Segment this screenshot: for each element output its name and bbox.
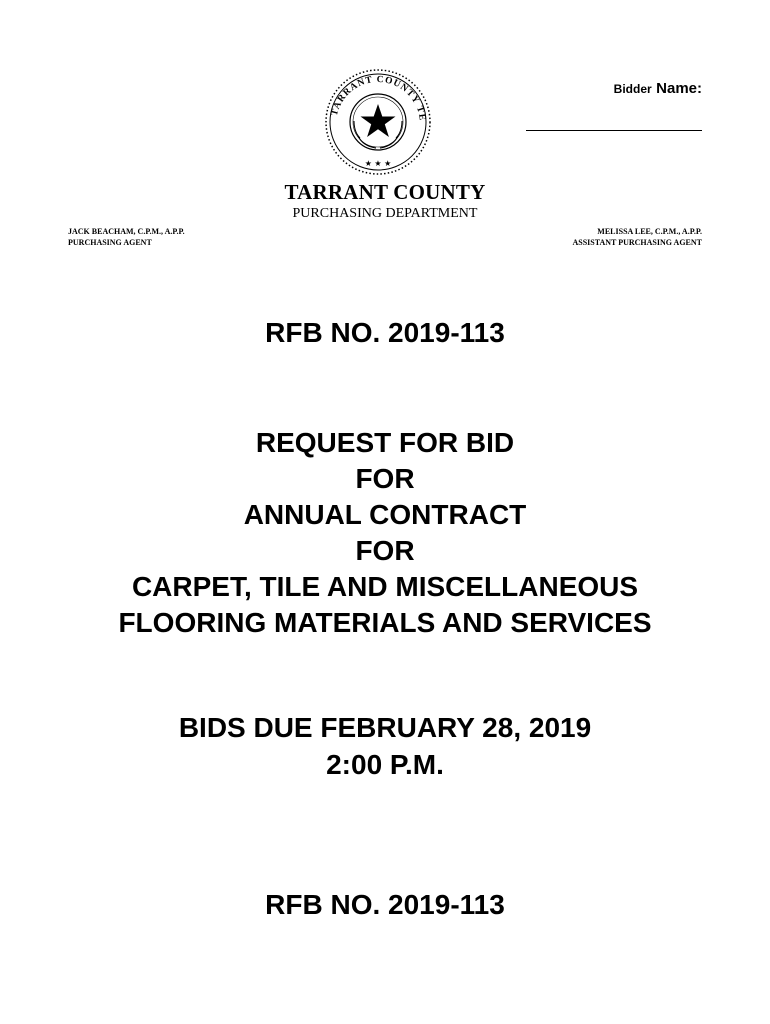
bidder-name-line [526,130,702,131]
purchasing-agent-title: PURCHASING AGENT [68,238,152,247]
county-name: TARRANT COUNTY [284,180,486,204]
department-name: PURCHASING DEPARTMENT [292,206,478,221]
bidder-label-big: Name: [656,80,702,97]
rfb-number: RFB NO. 2019-113 [265,317,505,348]
bid-due [0,709,770,783]
title-line: FLOORING MATERIALS AND SERVICES [118,607,652,638]
assistant-purchasing-agent [572,226,702,248]
due-time: 2:00 P.M. [326,749,444,780]
svg-text:TARRANT COUNTY TEXAS: TARRANT COUNTY TE [329,74,428,122]
purchasing-agent-name: JACK BEACHAM, C.P.M., A.P.P. [68,227,185,236]
svg-text:★ ★ ★: ★ ★ ★ [364,159,392,168]
bidder-name-label [614,80,702,98]
county-seal-icon [318,66,438,178]
assistant-agent-name: MELISSA LEE, C.P.M., A.P.P. [597,227,702,236]
purchasing-agent [68,226,185,248]
title-line: FOR [355,463,415,494]
county-seal [318,66,438,178]
title-line: CARPET, TILE AND MISCELLANEOUS [131,571,639,602]
due-date: BIDS DUE FEBRUARY 28, 2019 [178,712,592,743]
rfb-number-footer: RFB NO. 2019-113 [265,889,505,920]
assistant-agent-title: ASSISTANT PURCHASING AGENT [572,238,702,247]
title-line: REQUEST FOR BID [255,427,515,458]
bid-title [0,425,770,641]
bidder-label-small: Bidder [613,82,652,96]
title-line: FOR [355,535,415,566]
title-line: ANNUAL CONTRACT [243,499,527,530]
